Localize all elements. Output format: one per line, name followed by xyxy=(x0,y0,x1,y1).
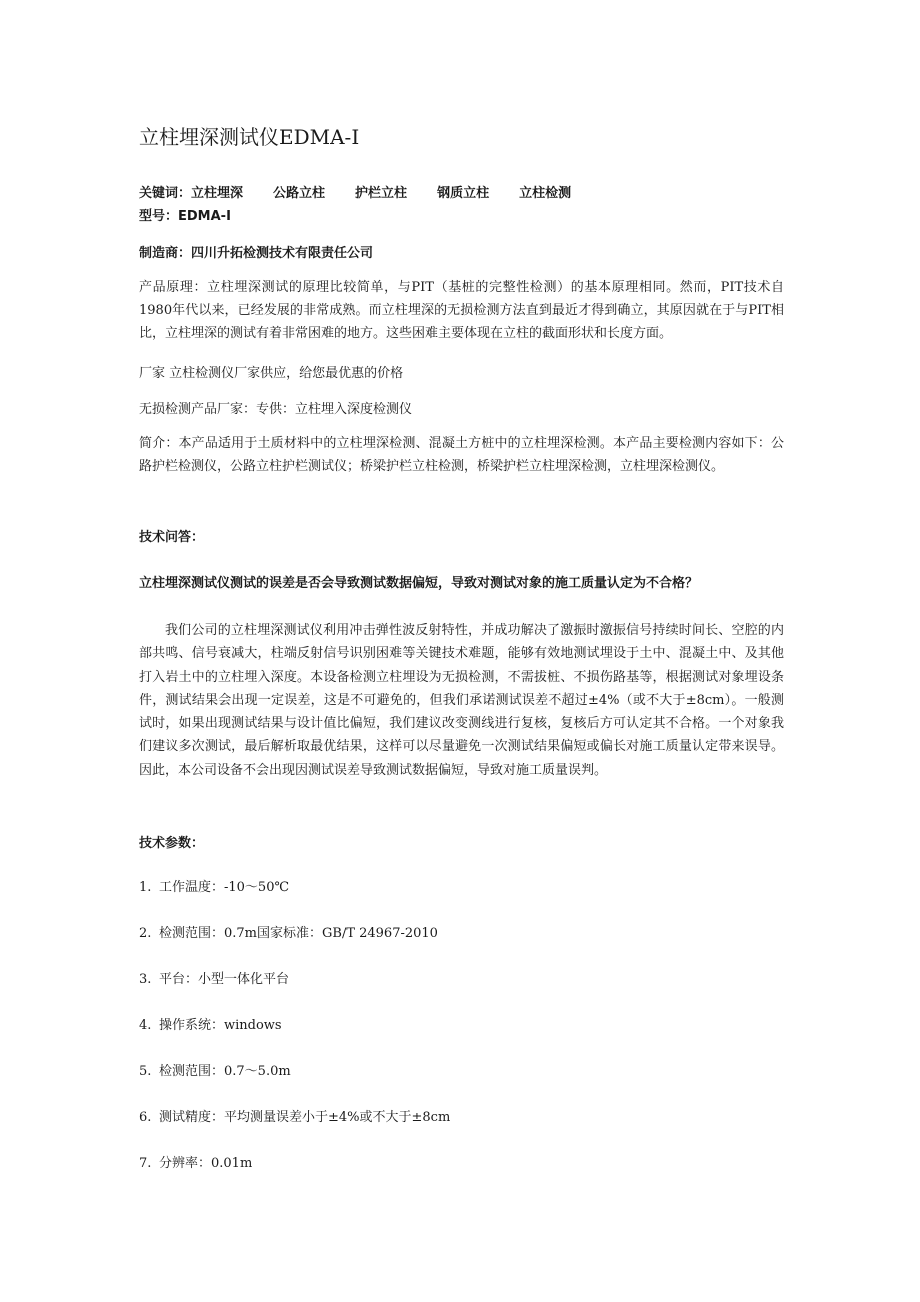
keyword-item: 钢质立柱 xyxy=(437,186,490,201)
model-line: 型号：EDMA-I xyxy=(139,209,231,224)
param-text: 检测范围：0.7～5.0m xyxy=(159,1064,291,1079)
param-number: 1. xyxy=(139,880,152,895)
param-item xyxy=(139,1016,450,1062)
document-title: 立柱埋深测试仪EDMA-I xyxy=(139,125,360,149)
param-text: 检测范围：0.7m国家标准：GB/T 24967-2010 xyxy=(159,926,438,941)
param-number: 4. xyxy=(139,1018,152,1033)
keyword-item: 立柱检测 xyxy=(519,186,572,201)
param-item xyxy=(139,1154,450,1200)
factory-line: 厂家 立柱检测仪厂家供应，给您最优惠的价格 xyxy=(139,366,404,381)
params-heading: 技术参数： xyxy=(139,836,205,851)
params-list xyxy=(139,878,450,1200)
param-number: 6. xyxy=(139,1110,152,1125)
param-item xyxy=(139,1062,450,1108)
keyword-item: 护栏立柱 xyxy=(355,186,408,201)
param-number: 3. xyxy=(139,972,152,987)
param-item xyxy=(139,970,450,1016)
keywords-line xyxy=(139,184,601,204)
intro-paragraph: 简介：本产品适用于土质材料中的立柱埋深检测、混凝土方桩中的立柱埋深检测。本产品主要检测内容如下：公路护栏检测仪，公路立柱护栏测试仪；桥梁护栏立柱检测，桥梁护栏立柱埋深检测，立柱埋深检测仪。 xyxy=(139,436,784,474)
param-item xyxy=(139,1108,450,1154)
answer-paragraph: 我们公司的立柱埋深测试仪利用冲击弹性波反射特性，并成功解决了激振时激振信号持续时间长、空腔的内部共鸣、信号衰减大，柱端反射信号识别困难等关键技术难题，能够有效地测试埋设于土中、混凝土中、及其他打入岩土中的立柱埋入深度。本设备检测立柱埋设为无损检测，不需拔桩、不损伤路基等，根据测试对象埋设条件，测试结果会出现一定误差，这是不可避免的，但我们承诺测试误差不超过±4%（或不大于±8cm）。一般测试时，如果出现测试结果与设计值比偏短，我们建议改变测线进行复核，复核后方可认定其不合格。一个对象我们建议多次测试，最后解析取最优结果，这样可以尽量避免一次测试结果偏短或偏长对施工质量认定带来误导。因此，本公司设备不会出现因测试误差导致测试数据偏短，导致对施工质量误判。 xyxy=(139,623,784,778)
question-heading: 立柱埋深测试仪测试的误差是否会导致测试数据偏短，导致对测试对象的施工质量认定为不合格？ xyxy=(139,576,699,591)
keyword-item: 公路立柱 xyxy=(273,186,326,201)
param-number: 7. xyxy=(139,1156,152,1171)
principle-paragraph: 产品原理：立柱埋深测试的原理比较简单，与PIT（基桩的完整性检测）的基本原理相同。然而，PIT技术自1980年代以来，已经发展的非常成熟。而立柱埋深的无损检测方法直到最近才得到确立，其原因就在于与PIT相比，立柱埋深的测试有着非常困难的地方。这些困难主要体现在立柱的截面形状和长度方面。 xyxy=(139,280,784,341)
param-number: 2. xyxy=(139,926,152,941)
manufacturer-line: 制造商：四川升拓检测技术有限责任公司 xyxy=(139,246,374,261)
param-text: 测试精度：平均测量误差小于±4%或不大于±8cm xyxy=(159,1110,451,1125)
ndt-line: 无损检测产品厂家：专供：立柱埋入深度检测仪 xyxy=(139,402,413,417)
keywords-label: 关键词： xyxy=(139,186,192,201)
param-text: 平台：小型一体化平台 xyxy=(159,972,290,987)
param-item xyxy=(139,878,450,924)
qa-heading: 技术问答： xyxy=(139,530,205,545)
param-number: 5. xyxy=(139,1064,152,1079)
param-text: 操作系统：windows xyxy=(159,1018,282,1033)
keyword-item: 立柱埋深 xyxy=(191,186,244,201)
param-text: 分辨率：0.01m xyxy=(159,1156,253,1171)
param-item xyxy=(139,924,450,970)
param-text: 工作温度：-10～50℃ xyxy=(159,880,290,895)
